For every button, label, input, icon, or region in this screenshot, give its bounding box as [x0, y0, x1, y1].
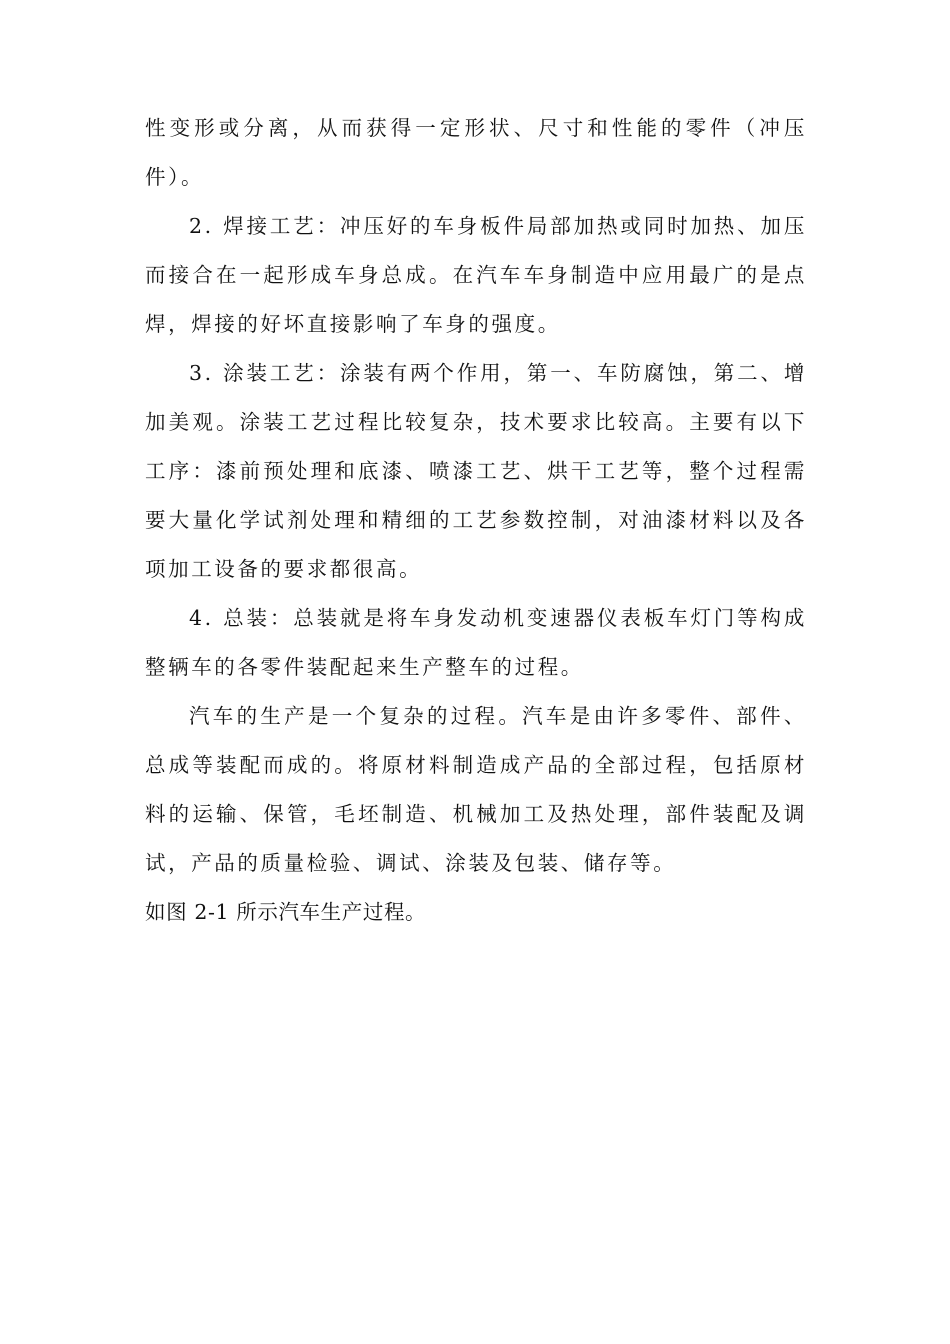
paragraph-welding-process: 2. 焊接工艺：冲压好的车身板件局部加热或同时加热、加压而接合在一起形成车身总成。在汽车车身制造中应用最广的是点焊，焊接的好坏直接影响了车身的强度。	[145, 214, 807, 336]
document-body	[145, 104, 807, 937]
paragraph-stamping-continued: 性变形或分离，从而获得一定形状、尺寸和性能的零件（冲压件）。	[145, 116, 807, 189]
paragraph-final-assembly: 4. 总装：总装就是将车身发动机变速器仪表板车灯门等构成整辆车的各零件装配起来生产整车的过程。	[145, 606, 807, 679]
figure-reference: 如图 2-1 所示汽车生产过程。	[145, 900, 427, 924]
paragraph-production-overview: 汽车的生产是一个复杂的过程。汽车是由许多零件、部件、总成等装配而成的。将原材料制造成产品的全部过程，包括原材料的运输、保管，毛坯制造、机械加工及热处理，部件装配及调试，产品的质量检验、调试、涂装及包装、储存等。	[145, 704, 807, 875]
paragraph-painting-process: 3. 涂装工艺：涂装有两个作用，第一、车防腐蚀，第二、增加美观。涂装工艺过程比较复杂，技术要求比较高。主要有以下工序：漆前预处理和底漆、喷漆工艺、烘干工艺等，整个过程需要大量化学试剂处理和精细的工艺参数控制，对油漆材料以及各项加工设备的要求都很高。	[145, 361, 807, 581]
